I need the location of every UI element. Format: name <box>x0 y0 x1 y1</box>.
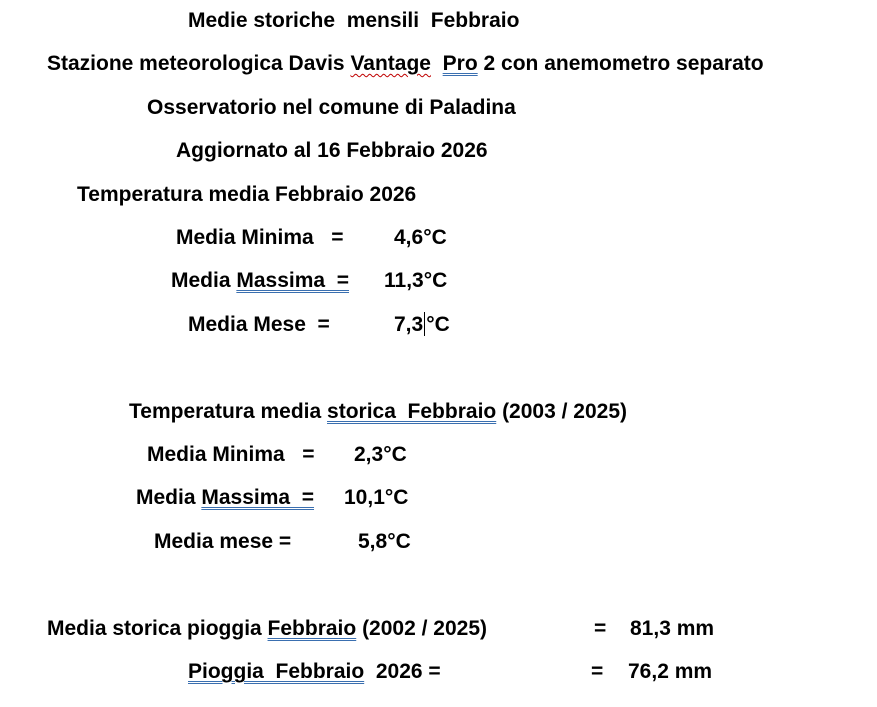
page-title: Medie storiche mensili Febbraio <box>188 9 520 32</box>
rain-current-equals: = <box>591 660 604 683</box>
historic-heading-prefix: Temperatura media <box>129 400 328 423</box>
current-mean-value <box>394 312 450 338</box>
current-min-value: 4,6°C <box>394 226 447 249</box>
rain-current-label <box>188 659 441 685</box>
station-line <box>47 51 764 77</box>
current-max-word: Massima = <box>236 269 350 292</box>
station-suffix: 2 con anemometro separato <box>477 52 764 75</box>
rain-current-word: Pioggia Febbraio <box>188 660 365 683</box>
current-mean-number: 7,3 <box>394 313 424 336</box>
rain-current-suffix: 2026 = <box>364 660 441 683</box>
current-max-prefix: Media <box>171 269 237 292</box>
current-max-label <box>171 268 349 294</box>
current-mean-label: Media Mese = <box>188 313 330 336</box>
observatory-line: Osservatorio nel comune di Paladina <box>147 96 516 119</box>
station-sep <box>431 52 443 75</box>
historic-max-value: 10,1°C <box>344 486 409 509</box>
rain-historic-word: Febbraio <box>267 617 357 640</box>
historic-heading-suffix: (2003 / 2025) <box>496 400 627 423</box>
rain-historic-label <box>47 616 487 642</box>
historic-max-word: Massima = <box>201 486 315 509</box>
rain-historic-value: 81,3 mm <box>630 617 715 640</box>
current-mean-unit: °C <box>426 313 450 336</box>
rain-historic-suffix: (2002 / 2025) <box>356 617 487 640</box>
historic-heading-word: storica Febbraio <box>327 400 497 423</box>
historic-mean-label: Media mese = <box>154 530 292 553</box>
historic-max-label <box>136 485 314 511</box>
station-pro: Pro <box>442 52 478 75</box>
current-max-value: 11,3°C <box>384 269 448 292</box>
historic-mean-value: 5,8°C <box>358 530 411 553</box>
historic-min-label: Media Minima = <box>147 443 315 466</box>
current-heading: Temperatura media Febbraio 2026 <box>77 183 417 206</box>
rain-current-value: 76,2 mm <box>628 660 713 683</box>
historic-max-prefix: Media <box>136 486 202 509</box>
rain-historic-prefix: Media storica pioggia <box>47 617 268 640</box>
current-min-label: Media Minima = <box>176 226 344 249</box>
historic-heading <box>129 399 627 425</box>
historic-min-value: 2,3°C <box>354 443 407 466</box>
station-vantage: Vantage <box>350 52 431 75</box>
rain-historic-equals: = <box>594 617 607 640</box>
station-prefix: Stazione meteorologica Davis <box>47 52 351 75</box>
updated-line: Aggiornato al 16 Febbraio 2026 <box>176 139 488 162</box>
